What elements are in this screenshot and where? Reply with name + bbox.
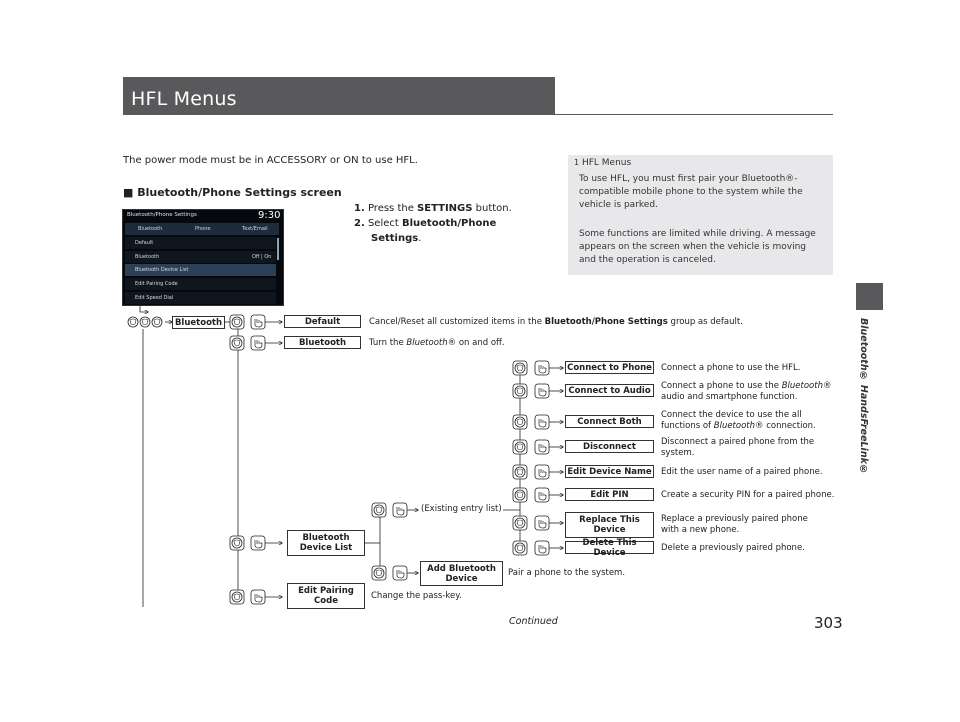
section-heading: ■ Bluetooth/Phone Settings screen [123,186,342,199]
screen-toggle: Off | On [252,254,272,260]
node-connect-to-phone: Connect to Phone [565,361,654,374]
desc-default: Cancel/Reset all customized items in the Bluetooth/Phone Settings group as default. [369,317,743,327]
screen-tab-bluetooth: Bluetooth [138,226,163,232]
desc-disconnect: Disconnect a paired phone from the system. [661,437,815,458]
desc-bluetooth: Turn the Bluetooth® on and off. [369,338,505,348]
node-edit-device-name: Edit Device Name [565,465,654,478]
node-replace-this-device: Replace This Device [565,512,654,538]
desc-delete: Delete a previously paired phone. [661,543,805,553]
screen-tab-text-email: Text/Email [242,226,268,232]
node-delete-this-device: Delete This Device [565,541,654,554]
desc-edit-device-name: Edit the user name of a paired phone. [661,467,823,477]
node-device-list: Bluetooth Device List [287,530,365,556]
screen-item-edit-speed-dial: Edit Speed Dial [135,295,174,301]
side-label: Bluetooth® HandsFreeLink® [858,318,869,475]
screen-clock: 9:30 [258,210,281,221]
desc-edit-pin: Create a security PIN for a paired phone. [661,490,835,500]
screen-item-device-list: Bluetooth Device List [135,267,189,273]
node-disconnect: Disconnect [565,440,654,453]
desc-edit-pairing: Change the pass-key. [371,591,462,601]
desc-connect-audio: Connect a phone to use the Bluetooth® audio and smartphone function. [661,381,832,402]
screen-tab-phone: Phone [195,226,211,232]
note-paragraph-1: To use HFL, you must first pair your Bluetooth®-compatible mobile phone to the system while the vehicle is parked. [579,174,803,210]
desc-connect-both: Connect the device to use the all functions of Bluetooth® connection. [661,410,816,431]
page-title: HFL Menus [131,88,237,110]
node-default: Default [284,315,361,328]
screen-item-bluetooth: Bluetooth [135,254,160,260]
desc-connect-phone: Connect a phone to use the HFL. [661,363,801,373]
intro-text: The power mode must be in ACCESSORY or ON to use HFL. [123,155,418,166]
screen-title: Bluetooth/Phone Settings [127,212,197,218]
node-edit-pairing-code: Edit Pairing Code [287,583,365,609]
step-1: 1. Press the SETTINGS button. [354,203,512,214]
node-connect-both: Connect Both [565,415,654,428]
node-connect-to-audio: Connect to Audio [565,384,654,397]
node-edit-pin: Edit PIN [565,488,654,501]
node-bluetooth: Bluetooth [284,336,361,349]
screen-item-edit-pairing: Edit Pairing Code [135,281,178,287]
continued-label: Continued [509,616,558,627]
note-title: 1 HFL Menus [574,158,632,168]
node-bluetooth-root: Bluetooth [172,316,225,329]
desc-replace: Replace a previously paired phone with a new phone. [661,514,808,535]
note-paragraph-2: Some functions are limited while driving. A message appears on the screen when the vehicle is moving and the operation is canceled. [579,229,816,265]
desc-add-device: Pair a phone to the system. [508,568,626,578]
existing-entry-list: (Existing entry list) [421,504,502,514]
node-add-bluetooth-device: Add Bluetooth Device [420,561,503,586]
step-2-cont: Settings. [371,233,422,244]
screen-item-default: Default [135,240,154,246]
page-number: 303 [814,614,843,632]
step-2: 2. Select Bluetooth/Phone [354,218,497,229]
